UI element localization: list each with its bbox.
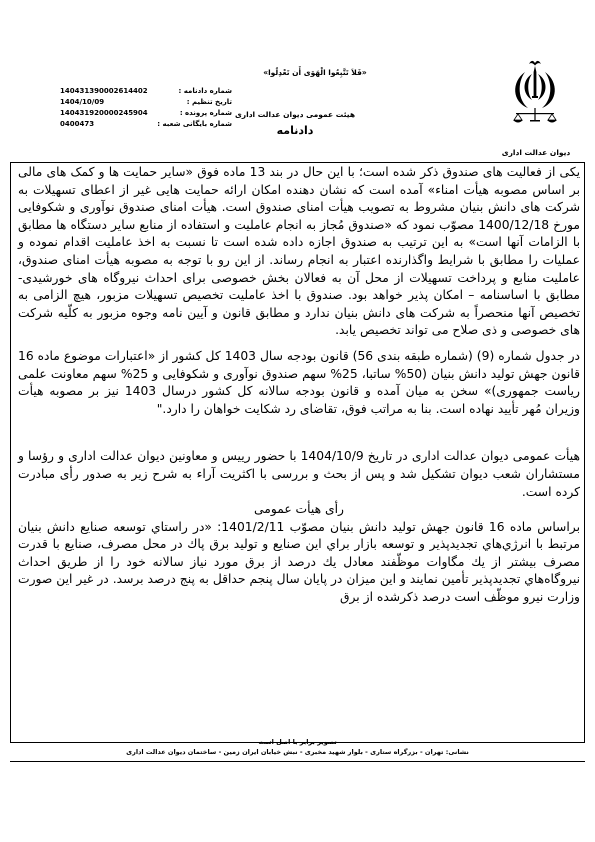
meta-value: 140431920000245904 — [60, 109, 148, 117]
paragraph: هیأت عمومی دیوان عدالت اداری در تاریخ 1404/10/9 با حضور رییس و معاونین دیوان عدالت اداری و رؤسا و مستشاران شعب دیوان تشکیل شد و پس از بحث و بررسی با اکثریت آراء به شرح زیر به صدور رأی مبادرت کرده است. — [18, 449, 580, 499]
meta-label: شماره دادنامه : — [178, 87, 232, 95]
meta-row-date — [60, 97, 232, 108]
court-name: دیوان عدالت اداری — [501, 148, 571, 157]
page-footer — [15, 738, 580, 756]
document-meta — [60, 86, 232, 130]
meta-row-case-number — [60, 108, 232, 119]
meta-label: شماره بایگانی شعبه : — [157, 120, 232, 128]
assembly-name: هیئت عمومی دیوان عدالت اداری — [234, 110, 356, 119]
quran-verse: «فَلاَ تَتَّبِعُوا الْهَوَى أَن تَعْدِلُوا» — [263, 68, 367, 77]
meta-value: 0400473 — [60, 120, 95, 128]
meta-label: شماره پرونده : — [179, 109, 232, 117]
meta-value: 140431390002614402 — [60, 87, 148, 95]
emblem-icon — [508, 58, 562, 128]
section-heading: رأی هیأت عمومی — [254, 502, 344, 517]
meta-row-verdict-number — [60, 86, 232, 97]
meta-row-archive-number — [60, 119, 232, 130]
document-body — [18, 164, 580, 607]
document-title: دادنامه — [276, 124, 314, 137]
divider — [10, 761, 585, 762]
meta-value: 1404/10/09 — [60, 98, 105, 106]
address: نشانی: تهران - بزرگراه ستاری - بلوار شهید مخبری - نبش خیابان ایران زمین - ساختمان دیوان عدالت اداری — [126, 748, 469, 756]
certified-copy-note: تصویر برابر با اصل است — [258, 738, 337, 746]
paragraph: براساس ماده 16 قانون جهش تولید دانش بنیان مصوّب 1401/2/11: «در راستاي توسعه صنايع دانش بنيان مرتبط با انرژي‌هاي تجديدپذير و توسعه بازار براي اين صنايع و توليد برق پاك در محل مصرف، صنايع با قدرت مصرف بيشتر از يك مگاوات موظّفند معادل يك درصد از برق مورد نياز سالانه خود را از طريق احداث نيروگاه‌هاي تجديدپذير تأمين نمايند و اين ميزان در پايان سال پنجم حداقل به پنج درصد برسد. در غير اين صورت وزارت نيرو موظّف است درصد ذكرشده از برق — [18, 519, 580, 605]
meta-label: تاریخ تنظیم : — [186, 98, 232, 106]
paragraph: در جدول شماره (9) (شماره طبقه بندی 56) قانون بودجه سال 1403 کل کشور از «اعتبارات موضوع ماده 16 قانون جهش تولید دانش بنیان (50% ساتبا، 25% سهم صندوق نوآوری و شکوفایی و 25% سهم معاونت علمی ریاست جمهوری)» سخن به میان آمده و قانون بودجه سالانه کل کشور درسال 1403 نیز بر مصوبه هیأت وزیران مُهر تأیید نهاده است. بنا به مراتب فوق، تقاضای رد شکایت خواهان را دارد." — [18, 348, 580, 416]
paragraph: یکی از فعالیت های صندوق ذکر شده است؛ با این حال در بند 13 ماده فوق «سایر حمایت ها و کمک های مالی بر اساس مصوبه هیأت امناء» آمده است که نشان دهنده امکان ارائه حمایت هایی غیر از اعطای تسهیلات به شرکت های دانش بنیان مشروط به تصویب هیأت امنای صندوق است. هیأت امنای صندوق نوآوری و شکوفایی مورخ 1400/12/18 مصوّب نمود که «صندوق مُجاز به انجام عاملیت و استفاده از منابع سایر دستگاه ها مطابق با الزامات آنها است» به این ترتیب به صندوق اجازه داده شده است تا نسبت به اخذ عاملیت اقدام نموده و عملیات را مطابق با شرایط واگذارنده اعتبار به انجام رساند. از این رو با توجه به مصوبه هیأت امنای صندوق، عاملیت منابع و پرداخت تسهیلات از محل آن به فعالان بخش خصوصی برای احداث نیروگاه های خورشیدی- مطابق با اساسنامه – امکان پذیر خواهد بود. صندوق با اخذ عاملیت تخصیص تسهیلات مزبور، هیچ الزامی به تخصیص آنها منحصراً به شرکت های دانش بنیان ندارد و مطابق قانون و آیین نامه وجوه مزبور به کلّیه شرکت های خصوصی و ذی صلاح می تواند تخصیص یابد. — [18, 165, 581, 338]
